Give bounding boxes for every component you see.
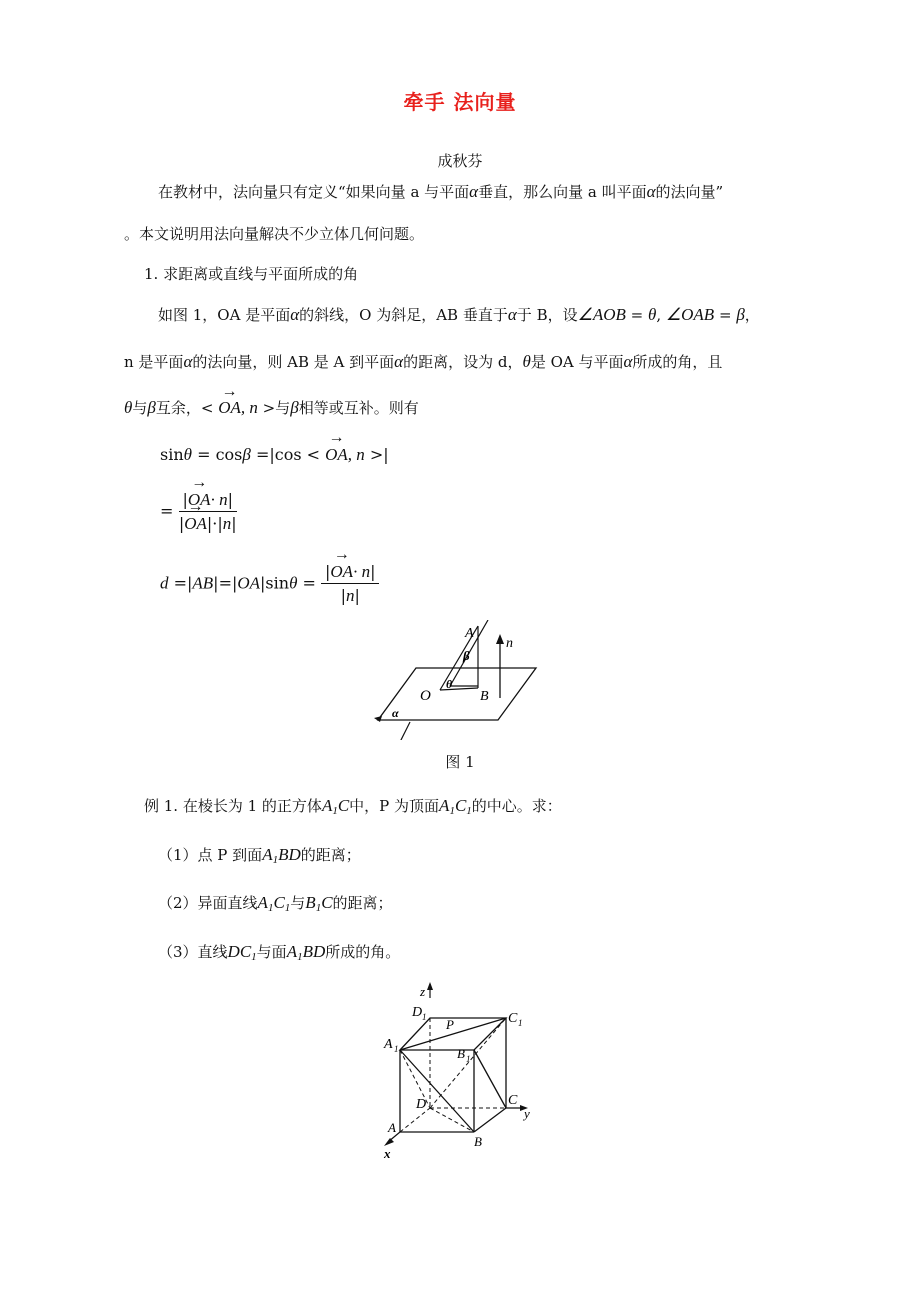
diagonal-b1-c bbox=[474, 1050, 506, 1108]
question-3: （3）直线$DC_1$与面$A_1BD$所成的角。 bbox=[158, 942, 401, 963]
cube-label-a: A bbox=[388, 1120, 396, 1135]
example-1: 例 1. 在棱长为 1 的正方体$A_1C$中，P 为顶面$A_1C_1$的中心。求： bbox=[144, 796, 562, 817]
question-1: （1）点 P 到面$A_1BD$的距离； bbox=[158, 845, 361, 866]
cube-label-c1-sub: 1 bbox=[518, 1018, 523, 1028]
fig1-label-n: n bbox=[506, 636, 513, 651]
section-1-heading: 1. 求距离或直线与平面所成的角 bbox=[144, 265, 359, 283]
paragraph-2: n 是平面α的法向量，则 AB 是 A 到平面α的距离，设为 d，θ是 OA 与平面α所成的角，且 bbox=[124, 352, 723, 371]
formula-distance: d =|AB|=|OA|sinθ = $\frac{|\to OA\cdot n|}{|n|}$ bbox=[160, 562, 379, 606]
diagonal-a1-b bbox=[400, 1050, 474, 1132]
paragraph-3: θ与β互余，< → OA, n >与β相等或互补。则有 bbox=[124, 398, 419, 418]
cube-label-y: y bbox=[524, 1106, 530, 1121]
question-2: （2）异面直线$A_1C_1$与$B_1C$的距离； bbox=[158, 893, 393, 914]
cube-label-c: C bbox=[508, 1093, 518, 1108]
diagonal-d-b bbox=[430, 1108, 474, 1132]
cube-label-b1: B bbox=[457, 1046, 465, 1061]
axis-x-arrowhead bbox=[384, 1138, 394, 1146]
axis-z-arrowhead bbox=[427, 982, 433, 990]
cube-label-b1-sub: 1 bbox=[466, 1054, 471, 1064]
fig1-label-theta: θ bbox=[446, 677, 453, 691]
normal-arrowhead bbox=[496, 634, 504, 644]
intro-line-1: 在教材中，法向量只有定义“如果向量 a 与平面α垂直，那么向量 a 叫平面α的法向量” bbox=[158, 182, 724, 201]
page-title: 牵手 法向量 bbox=[403, 90, 517, 114]
plane-alpha bbox=[378, 668, 536, 720]
cube-label-d: D bbox=[416, 1097, 427, 1112]
formula-sin: sinθ = cosβ =|cos < → OA, n >| bbox=[160, 445, 389, 465]
paragraph-1: 如图 1，OA 是平面α的斜线，O 为斜足，AB 垂直于α于 B，设∠AOB = θ, ∠OAB = β， bbox=[158, 305, 760, 324]
formula-fraction: = $\frac{|\to OA\cdot n|}{|\to OA|\cdot|n|}$ bbox=[160, 490, 237, 534]
plane-line-low bbox=[400, 722, 410, 740]
cube-label-d1: D bbox=[412, 1005, 423, 1020]
cube-label-b: B bbox=[474, 1134, 482, 1149]
cube-label-a1-sub: 1 bbox=[394, 1044, 399, 1054]
figure-1-caption: 图 1 bbox=[445, 753, 475, 771]
cube-label-c1: C bbox=[508, 1011, 518, 1026]
cube-label-p: P bbox=[446, 1017, 454, 1032]
cube-label-d1-sub: 1 bbox=[422, 1012, 427, 1022]
fig1-label-a: A bbox=[465, 626, 474, 641]
fig1-label-b: B bbox=[480, 689, 489, 704]
figure-1 bbox=[370, 620, 545, 740]
cube-label-a1: A bbox=[384, 1037, 393, 1052]
fig1-label-o: O bbox=[420, 688, 431, 704]
edge-b-c bbox=[474, 1108, 506, 1132]
intro-line-2: 。本文说明用法向量解决不少立体几何问题。 bbox=[124, 225, 425, 243]
plane-marker bbox=[374, 716, 382, 722]
cube-label-x: x bbox=[384, 1146, 391, 1161]
author: 成秋芬 bbox=[437, 152, 483, 170]
fig1-label-alpha: α bbox=[392, 706, 399, 720]
cube-figure bbox=[380, 982, 540, 1162]
fig1-label-beta: β bbox=[463, 648, 470, 663]
cube-label-z: z bbox=[420, 984, 426, 999]
